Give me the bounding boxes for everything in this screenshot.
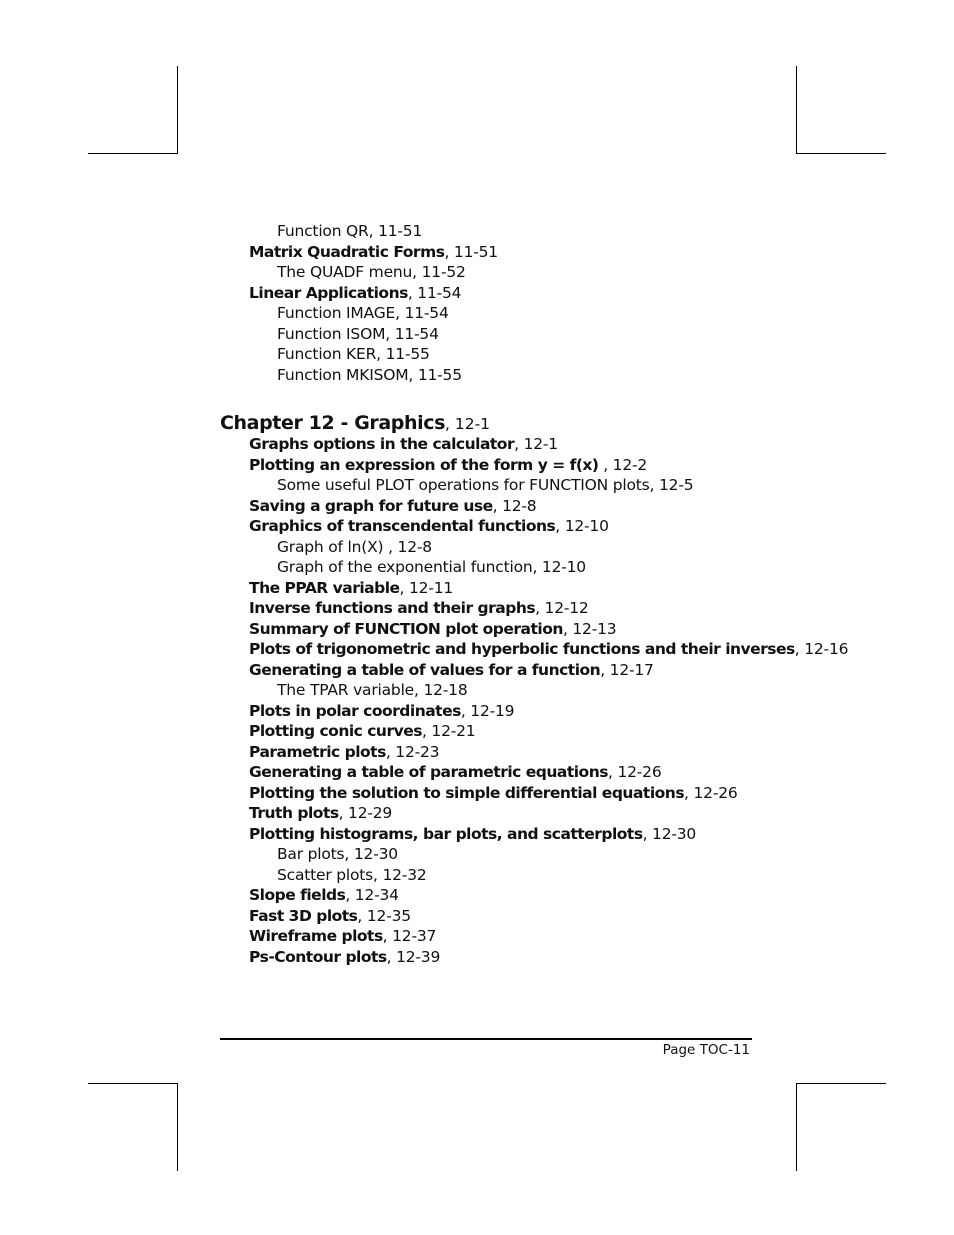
toc-entry-wireframe-plots: Wireframe plots, 12-37 bbox=[249, 927, 437, 945]
toc-entry-ppar-variable: The PPAR variable, 12-11 bbox=[249, 578, 454, 597]
toc-entry-matrix-quadratic-forms: Matrix Quadratic Forms, 11-51 bbox=[249, 242, 498, 261]
crop-mark-top-left-vertical bbox=[177, 66, 178, 154]
toc-entry-transcendental-functions: Graphics of transcendental functions, 12-10 bbox=[249, 517, 609, 535]
toc-entry-function-qr: Function QR, 11-51 bbox=[277, 222, 423, 240]
toc-entry-scatter-plots: Scatter plots, 12-32 bbox=[277, 865, 427, 884]
crop-mark-top-right-vertical bbox=[796, 66, 797, 154]
toc-entry-fast-3d-plots: Fast 3D plots, 12-35 bbox=[249, 906, 411, 925]
toc-entry-linear-applications: Linear Applications, 11-54 bbox=[249, 283, 462, 302]
toc-entry-polar-plots: Plots in polar coordinates, 12-19 bbox=[249, 701, 515, 720]
crop-mark-top-left-horizontal bbox=[88, 153, 178, 154]
toc-entry-useful-plot-operations: Some useful PLOT operations for FUNCTION plots, 12-5 bbox=[277, 476, 694, 494]
toc-entry-bar-plots: Bar plots, 12-30 bbox=[277, 845, 398, 863]
toc-entry-trig-hyperbolic-plots: Plots of trigonometric and hyperbolic functions and their inverses, 12-16 bbox=[249, 640, 849, 658]
toc-entry-plotting-expression: Plotting an expression of the form y = f(x) , 12-2 bbox=[249, 455, 648, 474]
toc-entry-ps-contour-plots: Ps-Contour plots, 12-39 bbox=[249, 947, 441, 966]
crop-mark-top-right-horizontal bbox=[796, 153, 886, 154]
toc-entry-parametric-table: Generating a table of parametric equations, 12-26 bbox=[249, 763, 662, 781]
toc-entry-graph-exponential: Graph of the exponential function, 12-10 bbox=[277, 558, 586, 576]
chapter-heading: Chapter 12 - Graphics, 12-1 bbox=[220, 412, 491, 434]
crop-mark-bottom-right-horizontal bbox=[796, 1083, 886, 1084]
toc-entry-inverse-functions: Inverse functions and their graphs, 12-12 bbox=[249, 599, 589, 617]
crop-mark-bottom-right-vertical bbox=[796, 1083, 797, 1171]
toc-entry-function-ker: Function KER, 11-55 bbox=[277, 345, 430, 363]
crop-mark-bottom-left-vertical bbox=[177, 1083, 178, 1171]
toc-entry-function-mkisom: Function MKISOM, 11-55 bbox=[277, 365, 462, 384]
toc-entry-tpar-variable: The TPAR variable, 12-18 bbox=[277, 681, 468, 699]
toc-entry-parametric-plots: Parametric plots, 12-23 bbox=[249, 742, 440, 761]
toc-entry-slope-fields: Slope fields, 12-34 bbox=[249, 886, 399, 904]
toc-entry-histograms: Plotting histograms, bar plots, and scatterplots, 12-30 bbox=[249, 824, 697, 843]
crop-mark-bottom-left-horizontal bbox=[88, 1083, 178, 1084]
toc-entry-conic-curves: Plotting conic curves, 12-21 bbox=[249, 722, 476, 740]
toc-entry-truth-plots: Truth plots, 12-29 bbox=[249, 804, 393, 822]
toc-entry-differential-equations: Plotting the solution to simple differential equations, 12-26 bbox=[249, 783, 738, 802]
toc-entry-graph-ln: Graph of ln(X) , 12-8 bbox=[277, 537, 432, 556]
footer-rule bbox=[220, 1038, 752, 1040]
toc-entry-function-isom: Function ISOM, 11-54 bbox=[277, 324, 439, 343]
toc-entry-quadf-menu: The QUADF menu, 11-52 bbox=[277, 263, 466, 281]
toc-entry-function-image: Function IMAGE, 11-54 bbox=[277, 304, 449, 322]
toc-entry-table-of-values: Generating a table of values for a function, 12-17 bbox=[249, 660, 654, 679]
page-number: Page TOC-11 bbox=[662, 1042, 750, 1058]
toc-entry-graphs-options: Graphs options in the calculator, 12-1 bbox=[249, 435, 558, 453]
toc-entry-saving-graph: Saving a graph for future use, 12-8 bbox=[249, 496, 537, 515]
toc-entry-function-plot-summary: Summary of FUNCTION plot operation, 12-13 bbox=[249, 619, 617, 638]
